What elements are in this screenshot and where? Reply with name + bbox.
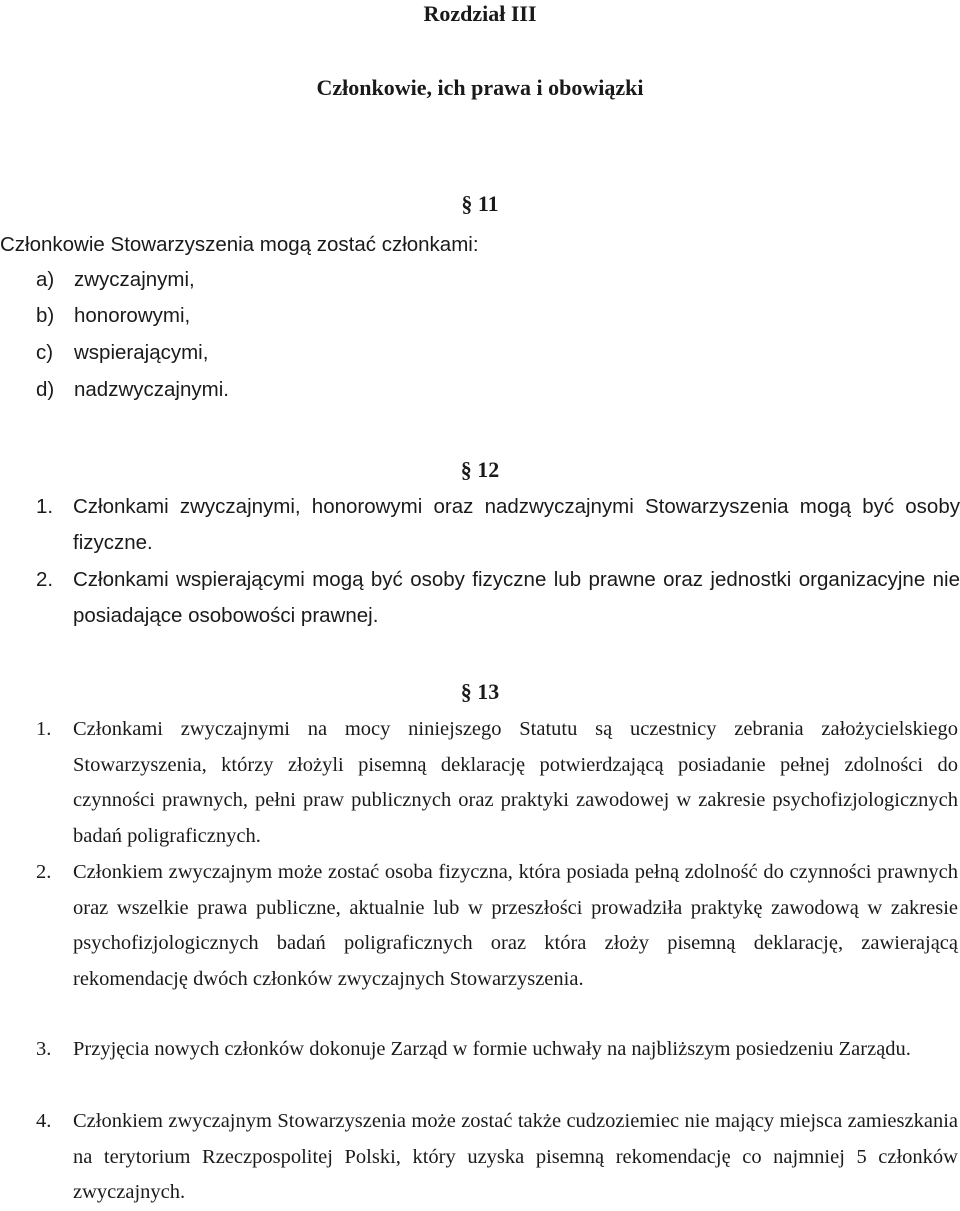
item-text: Członkiem zwyczajnym Stowarzyszenia może zostać także cudzoziemiec nie mający miejsca zamieszkania na terytorium Rzeczpospolitej Polski, który uzyska pisemną rekomendację co najmniej 5 członków zwyczajnych. (73, 1110, 958, 1203)
item-number: 1. (36, 495, 54, 518)
list-item-text: honorowymi, (74, 304, 191, 327)
list-item (36, 302, 190, 330)
item-number: 4. (36, 1110, 52, 1132)
list-item (36, 376, 229, 404)
list-item-label: c) (36, 341, 54, 364)
list-item-text: zwyczajnymi, (74, 268, 195, 291)
section-11-lead: Członkowie Stowarzyszenia mogą zostać członkami: (0, 233, 479, 256)
item-number: 2. (36, 861, 52, 883)
item-text: Przyjęcia nowych członków dokonuje Zarząd w formie uchwały na najbliższym posiedzeniu Zarządu. (73, 1038, 911, 1060)
list-item (36, 266, 195, 294)
section-13-mark: § 13 (460, 679, 500, 704)
item-text: Członkami zwyczajnymi na mocy niniejszego Statutu są uczestnicy zebrania założycielskiego Stowarzyszenia, którzy złożyli pisemną deklarację potwierdzającą posiadanie pełnej zdolności do czynności prawnych, pełni praw publicznych oraz praktyki zawodowej w zakresie psychofizjologicznych badań poligraficznych. (73, 718, 958, 847)
item-text: Członkami zwyczajnymi, honorowymi oraz nadzwyczajnymi Stowarzyszenia mogą być osoby fizyczne. (73, 495, 960, 554)
section-12-mark: § 12 (460, 457, 500, 482)
list-item-label: b) (36, 304, 55, 327)
list-item-text: wspierającymi, (74, 341, 209, 364)
list-item (36, 339, 208, 367)
chapter-title: Rozdział III (423, 1, 537, 26)
item-text: Członkami wspierającymi mogą być osoby fizyczne lub prawne oraz jednostki organizacyjne nie posiadające osobowości prawnej. (73, 568, 960, 627)
list-item-text: nadzwyczajnymi. (74, 378, 229, 401)
list-item-label: d) (36, 378, 55, 401)
item-text: Członkiem zwyczajnym może zostać osoba fizyczna, która posiada pełną zdolność do czynności prawnych oraz wszelkie prawa publiczne, aktualnie lub w przeszłości prowadziła praktykę zawodową w zakresie psychofizjologicznych badań poligraficznych oraz która złoży pisemną deklarację, zawierającą rekomendację dwóch członków zwyczajnych Stowarzyszenia. (73, 861, 958, 990)
item-number: 1. (36, 718, 52, 740)
chapter-subtitle: Członkowie, ich prawa i obowiązki (316, 75, 644, 100)
list-item-label: a) (36, 268, 55, 291)
item-number: 2. (36, 568, 54, 591)
item-number: 3. (36, 1038, 52, 1060)
section-11-mark: § 11 (461, 191, 499, 216)
